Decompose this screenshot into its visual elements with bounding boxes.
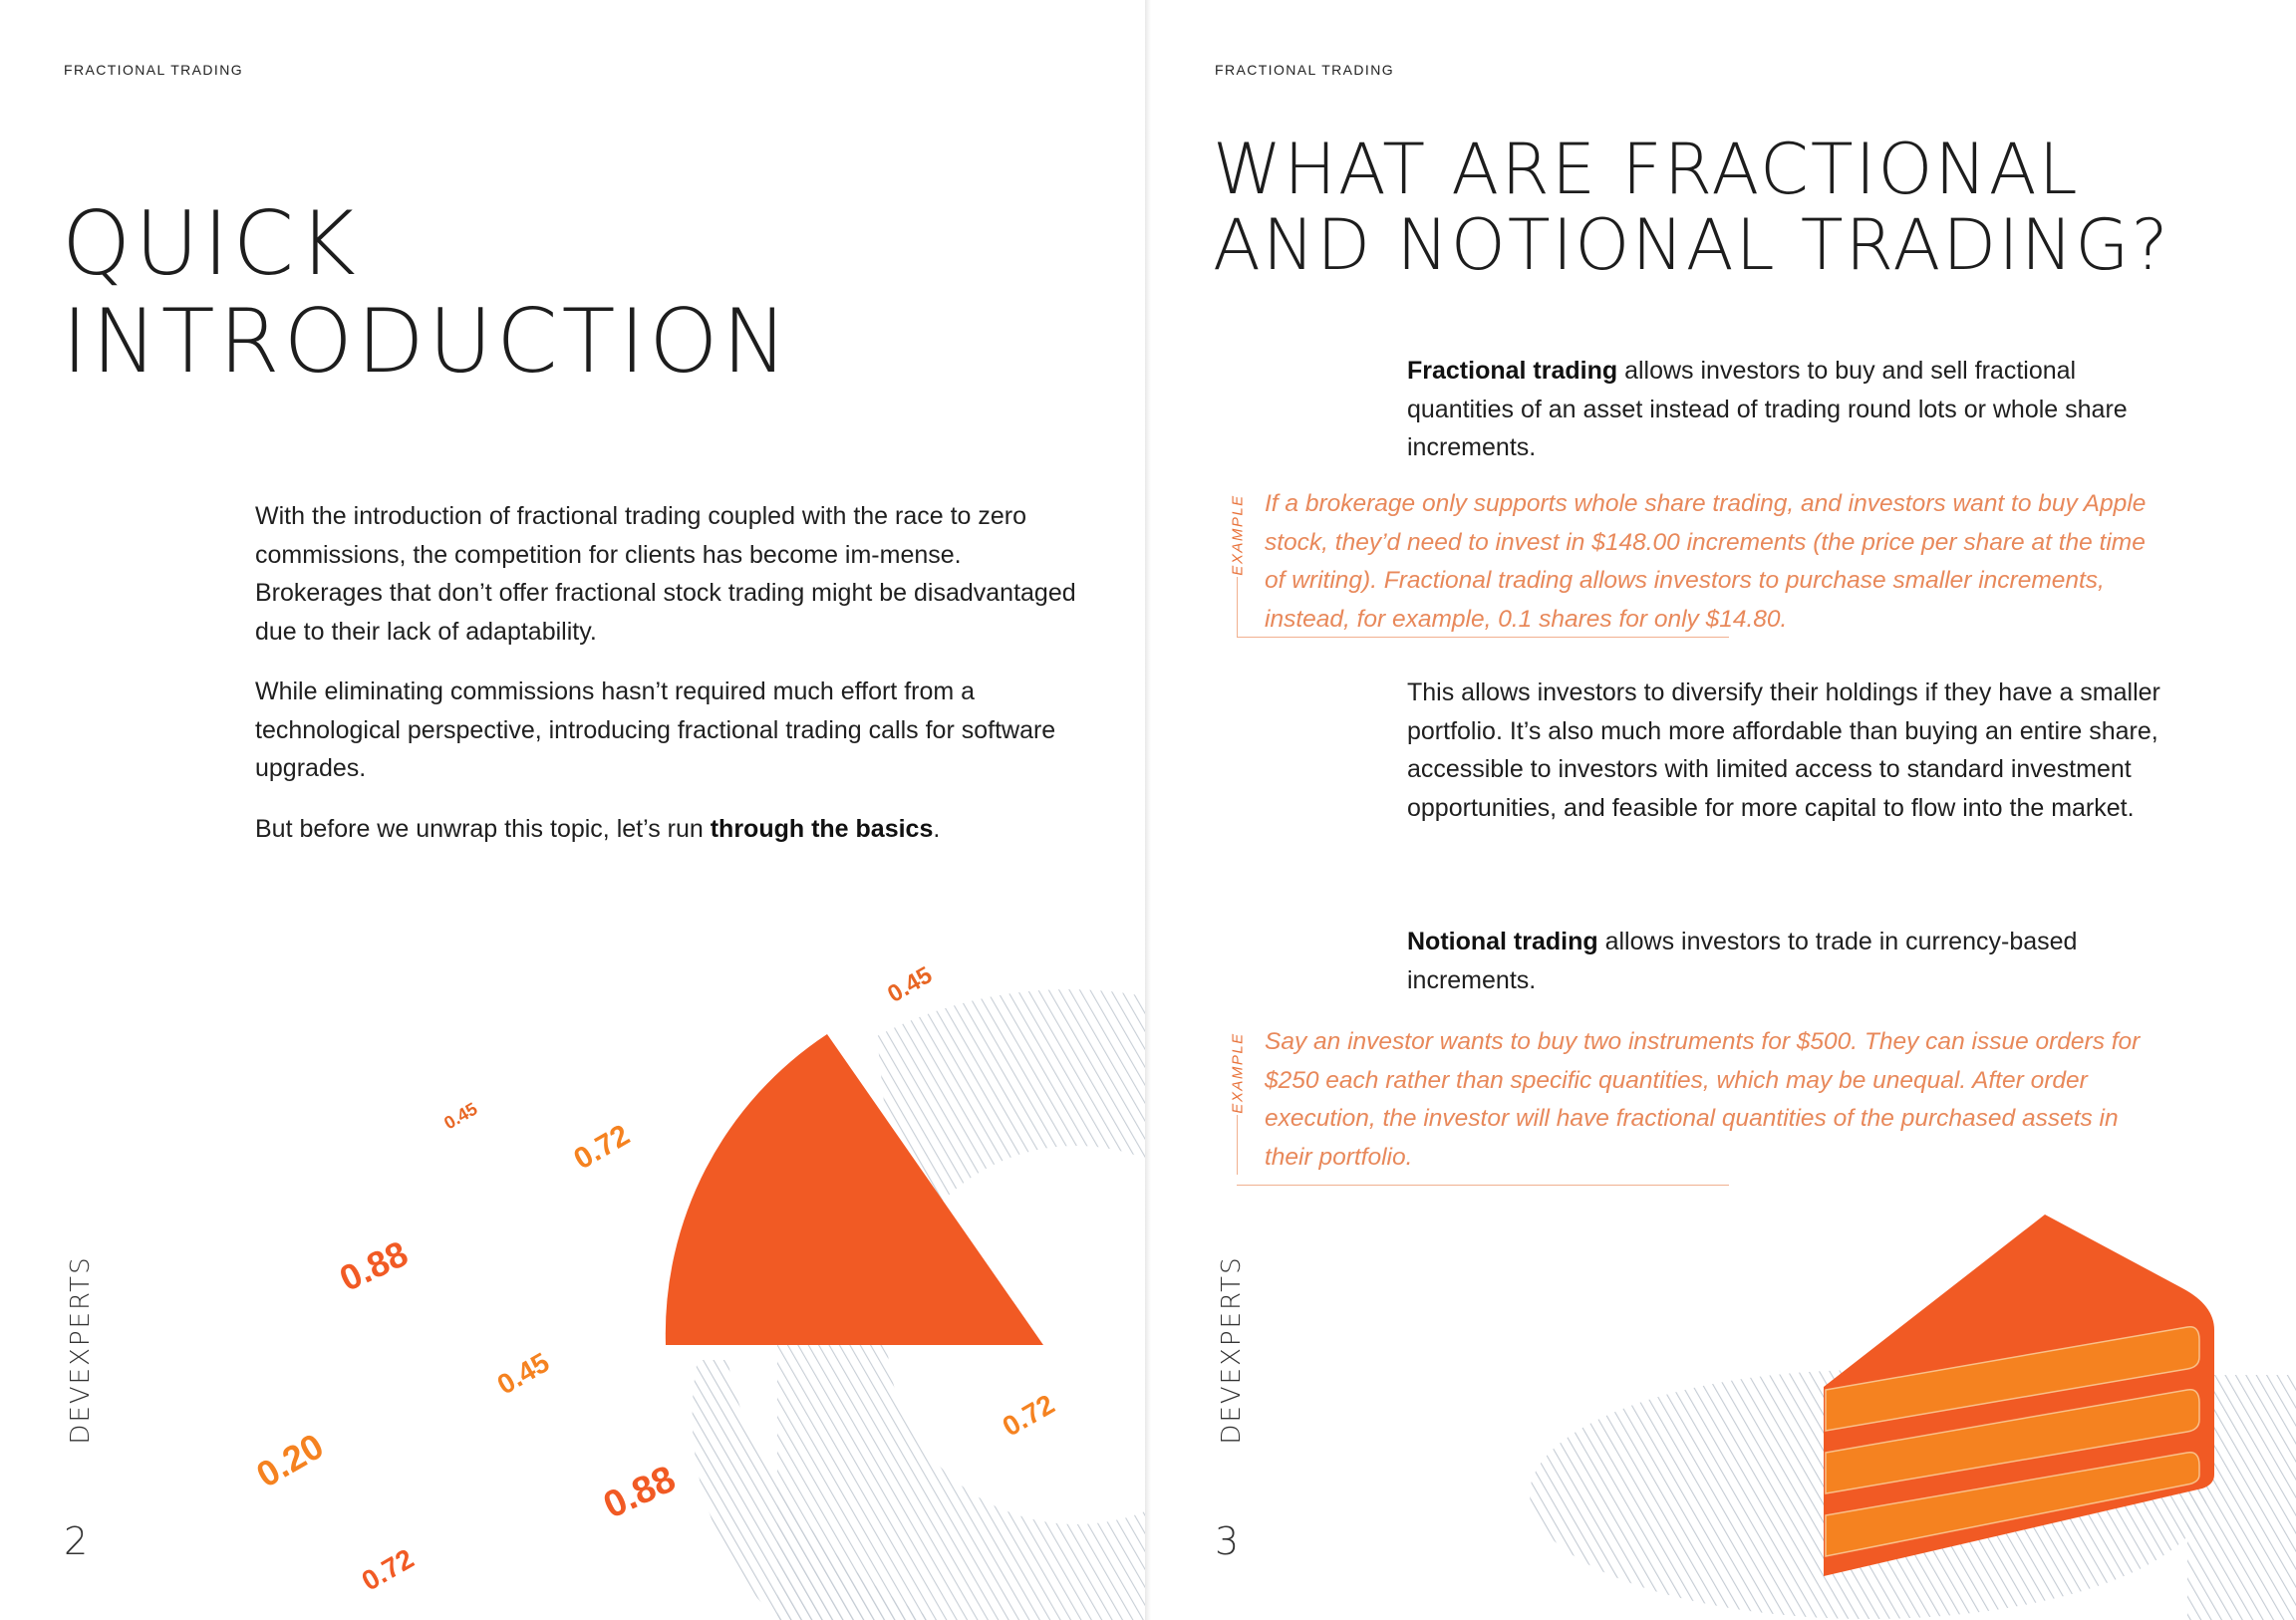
title-line-1: WHAT ARE FRACTIONAL [1213, 129, 2080, 210]
notional-text: allows investors to trade in currency-based increments. [1407, 928, 2078, 994]
p3-text: But before we unwrap this topic, let’s run [255, 814, 711, 843]
floating-number: 0.45 [883, 961, 938, 1008]
floating-number: 0.45 [440, 1098, 481, 1134]
floating-number: 0.20 [249, 1425, 331, 1495]
title-line-2: AND NOTIONAL TRADING? [1213, 204, 2170, 286]
page-number: 3 [1215, 1519, 1240, 1563]
intro-paragraph-1: With the introduction of fractional trading coupled with the race to zero commissions, the competition for clients has become im-mense. Brokerages that don’t offer fractional stock trading might be disadvantaged due to their lack of adaptability. [255, 502, 1076, 646]
running-head: FRACTIONAL TRADING [64, 62, 243, 78]
p3-end: . [933, 814, 941, 843]
left-page [0, 0, 1145, 1620]
example-text: If a brokerage only supports whole share trading, and investors want to buy Apple stock, they’d need to invest in $148.00 increments (the price per share at the time of writing). Fractional trading allows investors to purchase smaller increments, instead, for example, 0.1 shares for only $14.80. [1265, 490, 2147, 633]
p3-bold: through the basics [710, 814, 934, 843]
side-brand-text: DEVEXPERTS [1217, 1255, 1247, 1445]
side-brand [1217, 1255, 1247, 1445]
floating-number: 0.72 [997, 1388, 1060, 1443]
fractional-term: Fractional trading [1407, 357, 1618, 385]
cake-slice-illustration [1151, 0, 2296, 1620]
floating-number: 0.72 [568, 1118, 636, 1177]
example-text: Say an investor wants to buy two instruments for $500. They can issue orders for $250 each rather than specific quantities, which may be unequal. After order execution, the investor will have fractional quantities of the purchased assets in their portfolio. [1265, 1028, 2141, 1171]
floating-number: 0.45 [491, 1346, 555, 1401]
title-line-1: QUICK [62, 192, 360, 295]
page-number: 2 [64, 1519, 89, 1563]
floating-number: 0.88 [597, 1458, 683, 1527]
fractional-text: allows investors to buy and sell fractional quantities of an asset instead of trading round lots or whole share increments. [1407, 357, 2128, 461]
example-label-text: EXAMPLE [1229, 1032, 1247, 1114]
notional-term: Notional trading [1407, 928, 1598, 955]
intro-paragraph-2: While eliminating commissions hasn’t required much effort from a technological perspective, introducing fractional trading calls for software upgrades. [255, 677, 1056, 782]
floating-number: 0.88 [333, 1232, 415, 1299]
pie-slice-illustration [0, 0, 1145, 1620]
side-brand [66, 1255, 96, 1445]
right-page [1151, 0, 2296, 1620]
title-line-2: INTRODUCTION [62, 290, 792, 393]
side-brand-text: DEVEXPERTS [66, 1255, 96, 1445]
example-label-text: EXAMPLE [1229, 494, 1247, 576]
running-head: FRACTIONAL TRADING [1215, 62, 1394, 78]
floating-number: 0.72 [356, 1542, 420, 1597]
diversify-paragraph: This allows investors to diversify their holdings if they have a smaller portfolio. It’s also much more affordable than buying an entire share, accessible to investors with limited access to standard investment opportunities, and feasible for more capital to flow into the market. [1407, 678, 2160, 822]
